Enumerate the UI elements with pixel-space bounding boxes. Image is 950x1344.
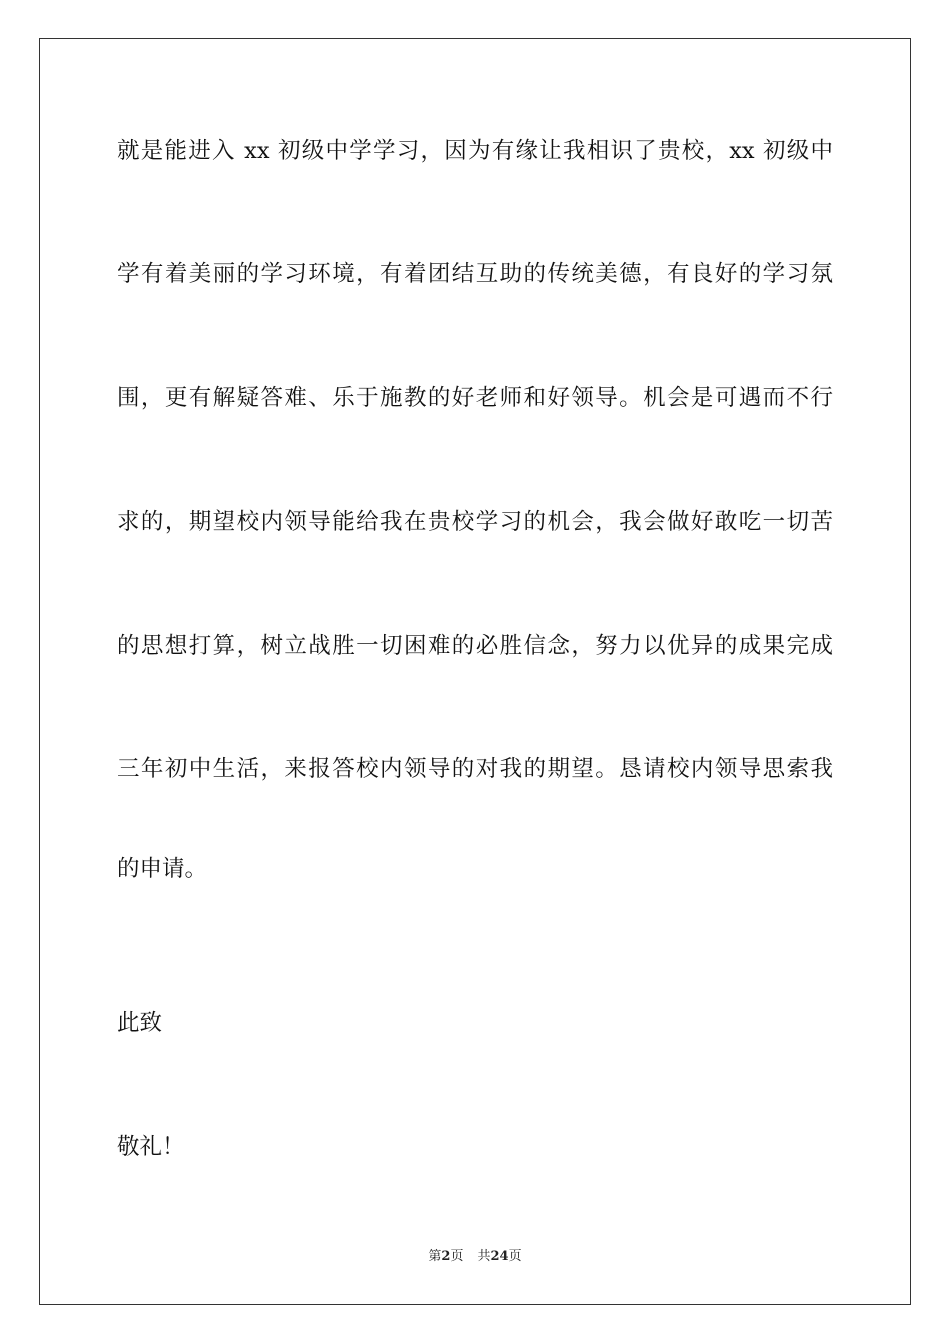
paragraph-line-6: 三年初中生活，来报答校内领导的对我的期望。恳请校内领导思索我: [117, 756, 833, 782]
page-total: 24: [490, 1249, 509, 1264]
closing-regards: 敬礼！: [117, 1134, 185, 1160]
total-suffix: 页: [508, 1249, 522, 1264]
paragraph-line-7: 的申请。: [117, 856, 208, 882]
page-footer: [0, 1248, 950, 1266]
page-prefix: 第: [428, 1249, 442, 1264]
paragraph-line-2: 学有着美丽的学习环境，有着团结互助的传统美德，有良好的学习氛: [117, 261, 833, 287]
page-frame: [39, 38, 911, 1305]
total-prefix: 共: [477, 1249, 491, 1264]
paragraph-line-4: 求的，期望校内领导能给我在贵校学习的机会，我会做好敢吃一切苦: [117, 509, 833, 535]
paragraph-line-1: 就是能进入 xx 初级中学学习，因为有缘让我相识了贵校，xx 初级中: [117, 138, 833, 164]
paragraph-line-5: 的思想打算，树立战胜一切困难的必胜信念，努力以优异的成果完成: [117, 633, 833, 659]
page-suffix: 页: [450, 1249, 464, 1264]
paragraph-line-3: 围，更有解疑答难、乐于施教的好老师和好领导。机会是可遇而不行: [117, 385, 833, 411]
closing-salutation: 此致: [117, 1010, 163, 1036]
page-current: 2: [441, 1249, 451, 1264]
